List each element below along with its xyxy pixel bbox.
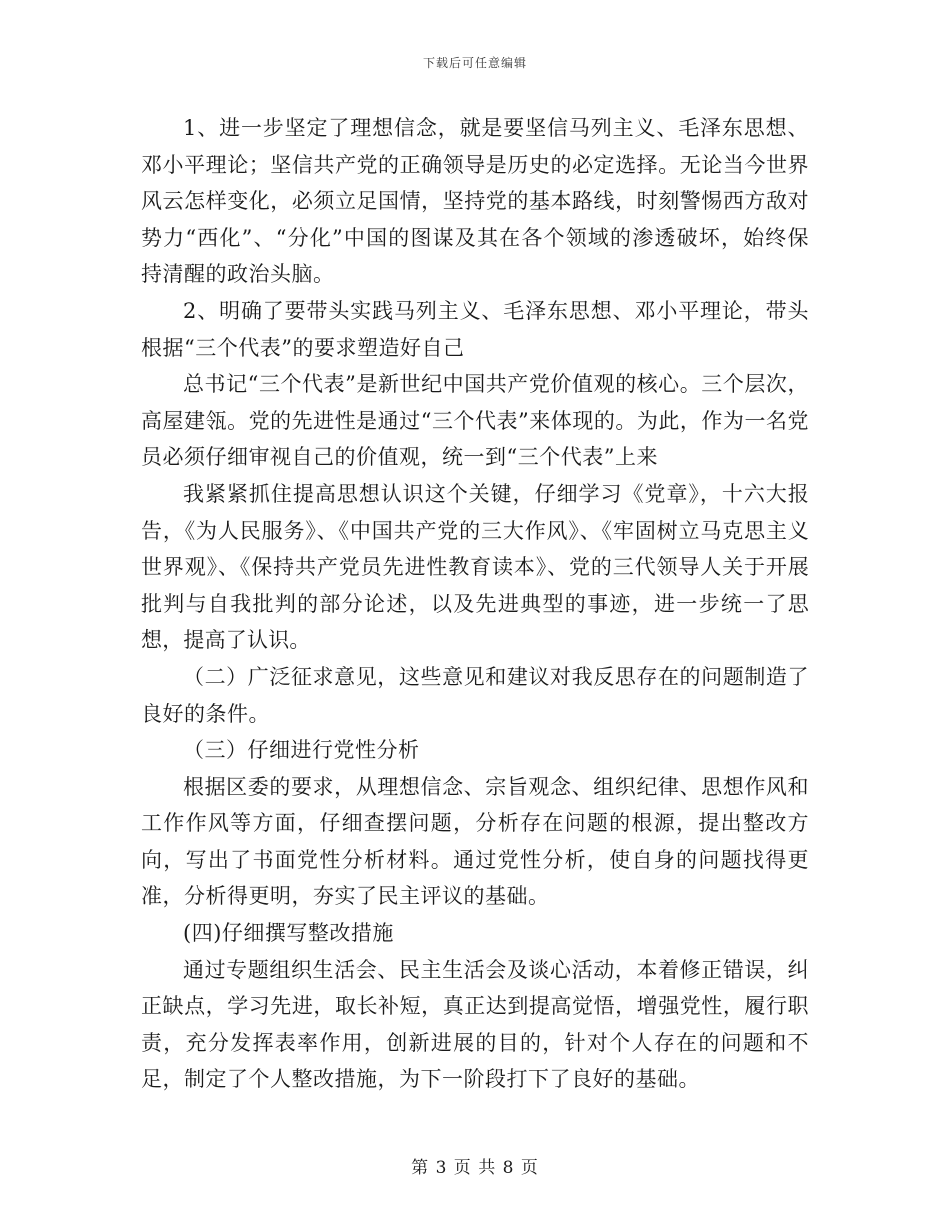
section-heading-4: (四)仔细撰写整改措施 [183, 921, 394, 946]
paragraph-3: 总书记“三个代表”是新世纪中国共产党价值观的核心。三个层次，高屋建瓴。党的先进性是通过“三个代表”来体现的。为此，作为一名党员必须仔细审视自己的价值观，统一到“三个代表”上来 [141, 372, 809, 470]
paragraph-9: 通过专题组织生活会、民主生活会及谈心活动，本着修正错误，纠正缺点，学习先进，取长补短，真正达到提高觉悟，增强党性，履行职责，充分发挥表率作用，创新进展的目的，针对个人存在的问题和不足，制定了个人整改措施，为下一阶段打下了良好的基础。 [141, 957, 809, 1092]
page-number-footer: 第 3 页 共 8 页 [411, 1158, 539, 1178]
paragraph-5: （二）广泛征求意见，这些意见和建议对我反思存在的问题制造了良好的条件。 [141, 664, 809, 726]
paragraph-4: 我紧紧抓住提高思想认识这个关键，仔细学习《党章》，十六大报告，《为人民服务》、《中国共产党的三大作风》、《牢固树立马克思主义世界观》、《保持共产党员先进性教育读本》、党的三代领导人关于开展批判与自我批判的部分论述，以及先进典型的事迹，进一步统一了思想，提高了认识。 [141, 481, 809, 653]
paragraph-2: 2、明确了要带头实践马列主义、毛泽东思想、邓小平理论，带头根据“三个代表”的要求塑造好自己 [141, 298, 809, 360]
page-header: 下载后可任意编辑 [422, 56, 527, 70]
paragraph-7: 根据区委的要求，从理想信念、宗旨观念、组织纪律、思想作风和工作作风等方面，仔细查摆问题，分析存在问题的根源，提出整改方向，写出了书面党性分析材料。通过党性分析，使自身的问题找得更准，分析得更明，夯实了民主评议的基础。 [141, 774, 809, 909]
document-body [141, 110, 809, 1098]
section-heading-3: （三）仔细进行党性分析 [183, 738, 420, 763]
paragraph-1: 1、进一步坚定了理想信念，就是要坚信马列主义、毛泽东思想、邓小平理论；坚信共产党的正确领导是历史的必定选择。无论当今世界风云怎样变化，必须立足国情，坚持党的基本路线，时刻警惕西方敌对势力“西化”、“分化”中国的图谋及其在各个领域的渗透破坏，始终保持清醒的政治头脑。 [141, 116, 809, 287]
